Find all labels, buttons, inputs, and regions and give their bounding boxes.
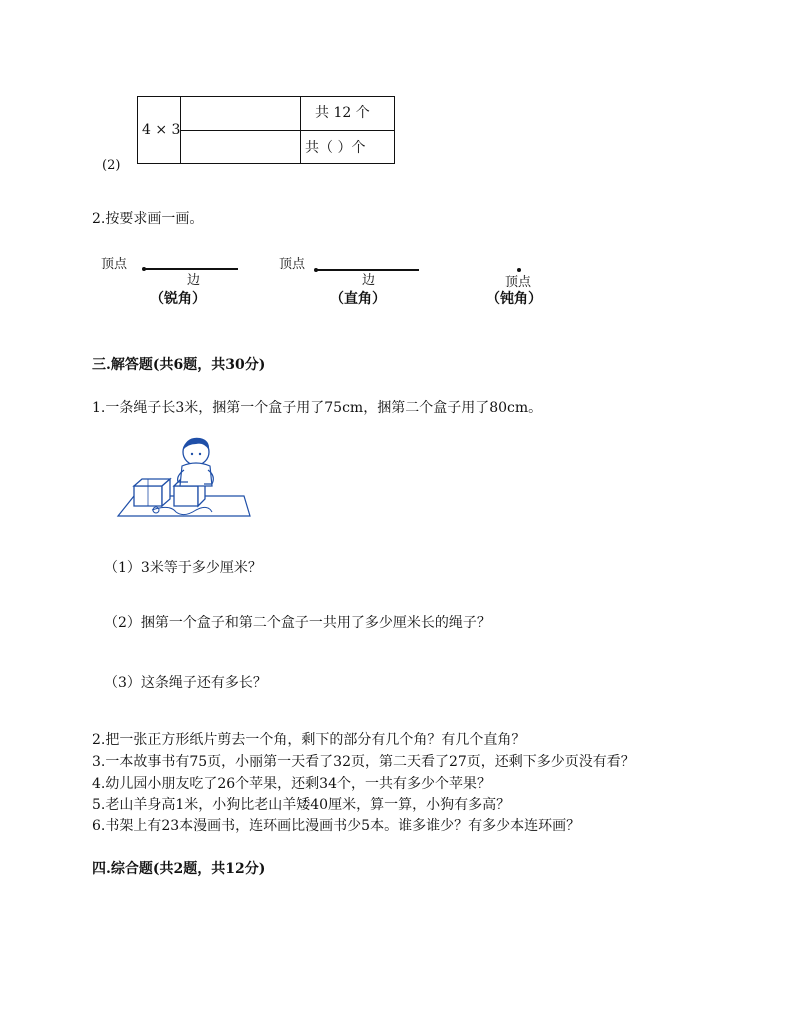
question-4: 4.幼儿园小朋友吃了26个苹果，还剩34个，一共有多少个苹果？ — [92, 776, 491, 792]
vertex-point — [517, 268, 521, 272]
vertex-label: 顶点 — [279, 257, 306, 272]
angle-label: （直角） — [330, 291, 386, 307]
side-label: 边 — [187, 273, 201, 288]
ray-side — [144, 268, 238, 270]
vertex-label: 顶点 — [101, 257, 128, 272]
table-divider — [180, 130, 394, 131]
counting-table — [137, 96, 395, 164]
question-1-sub-1: （1）3米等于多少厘米？ — [104, 560, 262, 576]
question-5: 5.老山羊身高1米，小狗比老山羊矮40厘米，算一算，小狗有多高？ — [92, 797, 511, 813]
question-1: 1.一条绳子长3米，捆第一个盒子用了75cm，捆第二个盒子用了80cm。 — [92, 400, 543, 416]
angle-label: （钝角） — [486, 291, 542, 307]
question-1-sub-2: （2）捆第一个盒子和第二个盒子一共用了多少厘米长的绳子？ — [104, 615, 491, 631]
question-3: 3.一本故事书有75页，小丽第一天看了32页，第二天看了27页，还剩下多少页没有看？ — [92, 754, 635, 770]
section-4-heading: 四.综合题(共2题，共12分) — [92, 861, 266, 877]
ray-side — [316, 269, 419, 271]
section-3-heading: 三.解答题(共6题，共30分) — [92, 357, 266, 373]
question-2-draw: 2.按要求画一画。 — [92, 211, 204, 227]
table-row-label: 4 × 3 — [142, 122, 181, 138]
angle-label: （锐角） — [150, 291, 206, 307]
question-2: 2.把一张正方形纸片剪去一个角，剩下的部分有几个角？有几个直角？ — [92, 732, 526, 748]
item-marker: (2) — [102, 158, 121, 173]
question-1-sub-3: （3）这条绳子还有多长？ — [104, 675, 267, 691]
boy-tying-boxes-illustration — [112, 430, 252, 522]
side-label: 边 — [362, 273, 376, 288]
table-result-bottom: 共（ ）个 — [305, 140, 366, 156]
question-6: 6.书架上有23本漫画书，连环画比漫画书少5本。谁多谁少？有多少本连环画？ — [92, 818, 581, 834]
vertex-label: 顶点 — [505, 275, 532, 290]
table-result-top: 共 12 个 — [315, 105, 370, 121]
